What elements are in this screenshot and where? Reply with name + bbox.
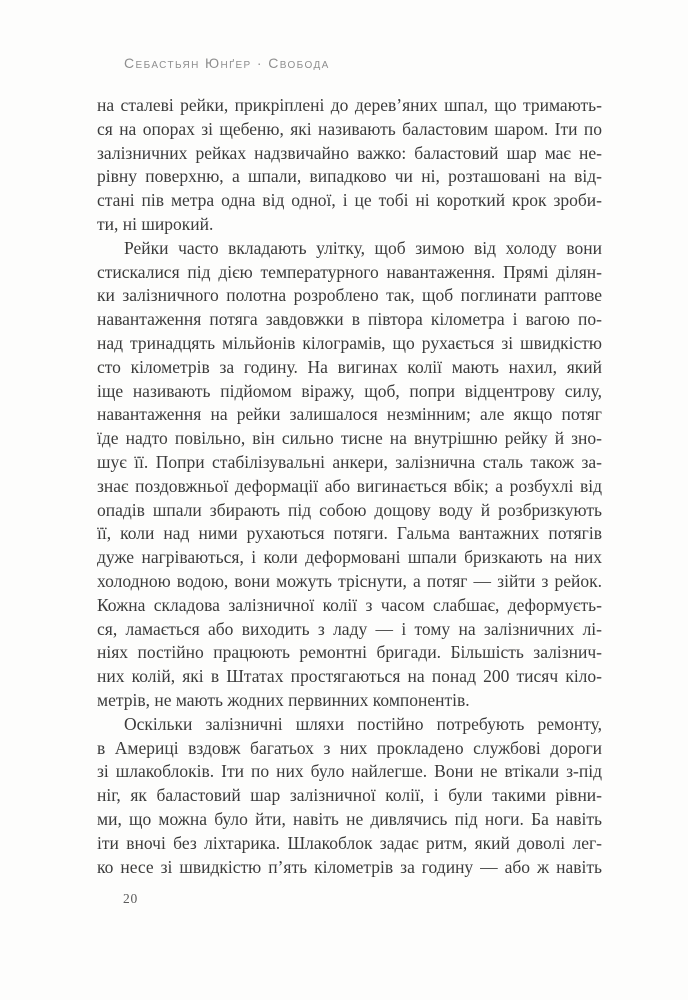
text-line: Оскільки залізничні шляхи постійно потребують ремонту, — [124, 713, 602, 734]
text-line: холодною водою, вони можуть тріснути, а потяг — зійти з рейок. — [97, 570, 602, 591]
page-text — [97, 94, 602, 879]
text-line: Рейки часто вкладають улітку, щоб зимою від холоду вони — [124, 237, 602, 258]
text-line: ся, ламається або виходить з ладу — і тому на залізничних лі- — [97, 618, 602, 639]
text-line: їде надто повільно, він сильно тисне на внутрішню рейку й зно- — [97, 428, 602, 449]
text-line: ніг, як баластовий шар залізничної колії, і були такими рівни- — [97, 785, 602, 806]
text-line: навантаження потяга завдовжки в півтора кілометра і вагою по- — [97, 309, 602, 330]
text-line: над тринадцять мільйонів кілограмів, що рухається зі швидкістю — [97, 332, 602, 353]
running-head: Себастьян Юнґер · Свобода — [124, 55, 330, 71]
text-line: ми, що можна було йти, навіть не дивлячись під ноги. Ба навіть — [97, 808, 602, 829]
paragraph — [97, 713, 602, 880]
text-line: опадів шпали збирають під собою дощову воду й розбризкують — [97, 499, 602, 520]
text-line: ніях постійно працюють ремонтні бригади. Більшість залізнич- — [97, 642, 602, 663]
text-line: стані пів метра одна від одної, і це тобі ні короткий крок зроби- — [97, 190, 602, 211]
text-line: на сталеві рейки, прикріплені до дерев’яних шпал, що тримають- — [97, 95, 602, 115]
paragraph — [97, 237, 602, 713]
text-line: ки залізничного полотна розроблено так, щоб поглинати раптове — [97, 285, 602, 306]
text-line: них колій, які в Штатах простягаються на понад 200 тисяч кіло- — [97, 666, 602, 687]
text-line: в Америці вздовж багатьох з них прокладено службові дороги — [97, 737, 602, 758]
text-line: Кожна складова залізничної колії з часом слабшає, деформуєть- — [97, 594, 602, 615]
text-line: ти, ні широкий. — [97, 213, 214, 234]
text-line: знає поздовжньої деформації або вигинається вбік; а розбухлі від — [97, 475, 602, 496]
text-line: ко несе зі швидкістю п’ять кілометрів за годину — або ж навіть — [97, 856, 602, 877]
text-line: іще називають підйомом віражу, щоб, попри відцентрову силу, — [97, 380, 602, 401]
text-line: залізничних рейках надзвичайно важко: баластовий шар має не- — [97, 142, 602, 163]
text-line: рівну поверхню, а шпали, випадково чи ні, розташовані на від- — [97, 166, 602, 187]
text-line: дуже нагріваються, і коли деформовані шпали бризкають на них — [97, 547, 602, 568]
text-line: шує її. Попри стабілізувальні анкери, залізнична сталь також за- — [97, 451, 602, 472]
text-line: метрів, не мають жодних первинних компонентів. — [97, 689, 470, 710]
text-line: стискалися під дією температурного навантаження. Прямі ділян- — [97, 261, 602, 282]
page-number: 20 — [123, 891, 139, 906]
text-line: сто кілометрів за годину. На вигинах колії мають нахил, який — [97, 356, 602, 377]
text-line: навантаження на рейки залишалося незмінним; але якщо потяг — [97, 404, 602, 425]
text-line: ся на опорах зі щебеню, які називають баластовим шаром. Іти по — [97, 118, 602, 139]
text-line: зі шлакоблоків. Іти по них було найлегше. Вони не втікали з-під — [97, 761, 602, 782]
text-line: її, коли над ними рухаються потяги. Гальма вантажних потягів — [97, 523, 602, 544]
text-line: іти вночі без ліхтарика. Шлакоблок задає ритм, який доволі лег- — [97, 832, 602, 853]
paragraph — [97, 94, 602, 237]
